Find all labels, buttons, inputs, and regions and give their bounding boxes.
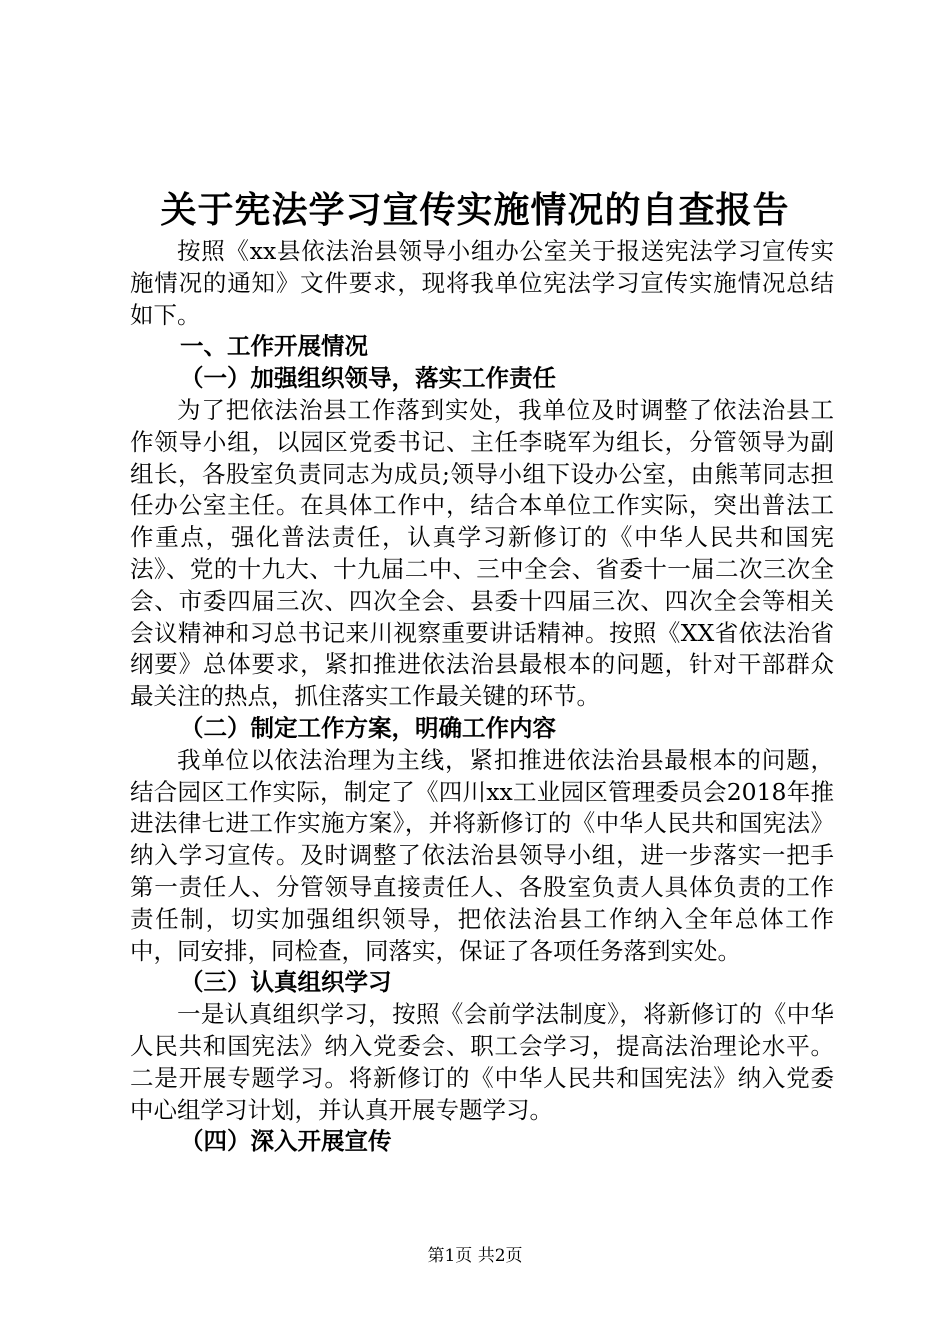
subsection-heading-3: （三）认真组织学习	[180, 968, 392, 997]
document-title: 关于宪法学习宣传实施情况的自查报告	[160, 189, 790, 231]
intro-paragraph: 按照《xx县依法治县领导小组办公室关于报送宪法学习宣传实施情况的通知》文件要求，现将我单位宪法学习宣传实施情况总结如下。	[130, 237, 834, 329]
subsection-heading-1: （一）加强组织领导，落实工作责任	[180, 364, 556, 393]
document-body	[130, 236, 834, 1158]
page-number-footer: 第1页 共2页	[427, 1246, 523, 1266]
subsection-heading-2: （二）制定工作方案，明确工作内容	[180, 713, 556, 742]
subsection-body-2: 我单位以依法治理为主线，紧扣推进依法治县最根本的问题，结合园区工作实际，制定了《四川xx工业园区管理委员会2018年推进法律七进工作实施方案》，并将新修订的《中华人民共和国宪法》纳入学习宣传。及时调整了依法治县领导小组，进一步落实一把手第一责任人、分管领导直接责任人、各股室负责人具体负责的工作责任制，切实加强组织领导，把依法治县工作纳入全年总体工作中，同安排，同检查，同落实，保证了各项任务落到实处。	[130, 745, 834, 965]
subsection-body-1: 为了把依法治县工作落到实处，我单位及时调整了依法治县工作领导小组，以园区党委书记、主任李晓军为组长，分管领导为副组长，各股室负责同志为成员;领导小组下设办公室，由熊苇同志担任办公室主任。在具体工作中，结合本单位工作实际，突出普法工作重点，强化普法责任，认真学习新修订的《中华人民共和国宪法》、党的十九大、十九届二中、三中全会、省委十一届二次三次全会、市委四届三次、四次全会、县委十四届三次、四次全会等相关会议精神和习总书记来川视察重要讲话精神。按照《XX省依法治省纲要》总体要求，紧扣推进依法治县最根本的问题，针对干部群众最关注的热点，抓住落实工作最关键的环节。	[130, 395, 834, 711]
subsection-heading-4: （四）深入开展宣传	[180, 1127, 392, 1156]
subsection-body-3: 一是认真组织学习，按照《会前学法制度》，将新修订的《中华人民共和国宪法》纳入党委会、职工会学习，提高法治理论水平。二是开展专题学习。将新修订的《中华人民共和国宪法》纳入党委中心组学习计划，并认真开展专题学习。	[130, 1000, 834, 1124]
section-heading-1: 一、工作开展情况	[180, 332, 368, 361]
